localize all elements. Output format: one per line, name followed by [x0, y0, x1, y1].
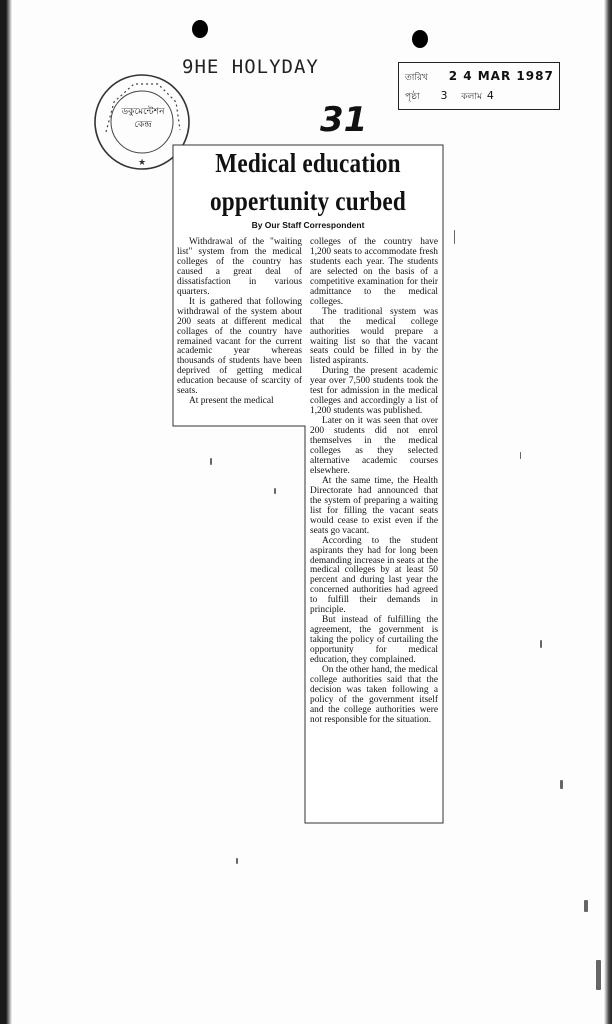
headline-line-2: oppertunity curbed — [210, 186, 406, 216]
punch-hole-left — [192, 20, 208, 38]
seal-center-line1: ডকুমেন্টেশন — [121, 107, 165, 117]
article-paragraph: At present the medical — [189, 396, 274, 407]
scan-speck — [560, 780, 563, 789]
article-paragraph: Withdrawal of the "waiting list" system from the medical colleges of the country has caused a great deal of dissatisfaction in various quarters. — [177, 237, 302, 297]
scan-speck — [596, 960, 601, 990]
scan-right-edge — [604, 0, 612, 1024]
scan-speck — [540, 640, 542, 648]
article-paragraph: At the same time, the Health Directorate had announced that the system of preparing a waiting list for filling the vacant seats would cease to exist even if the seats go vacant. — [310, 475, 438, 536]
svg-text:★: ★ — [137, 157, 147, 167]
scan-speck — [210, 458, 212, 465]
article-paragraph: Later on it was seen that over 200 students did not enrol themselves in the medical colleges as they selected alternative academic courses elsewhere. — [310, 416, 438, 476]
newspaper-clipping — [172, 144, 444, 824]
scan-speck — [520, 452, 521, 459]
article-paragraph: According to the student aspirants they had for long been demanding increase in seats at the medical colleges by at least 50 percent and during last year the concerned authorities had agreed to fulfill their demands in principle. — [310, 535, 438, 616]
page-row — [405, 89, 495, 104]
article-right-column — [310, 238, 438, 726]
article-paragraph: On the other hand, the medical college authorities said that the decision was taken following a policy of the government itself and the college authorities were not responsible for the situation. — [310, 664, 438, 725]
article-paragraph: The traditional system was that the medical college authorities would prepare a waiting list so that the vacant seats could be filled in by the listed aspirants. — [310, 306, 438, 367]
punch-hole-right — [412, 30, 428, 48]
article-paragraph: It is gathered that following withdrawal of the system about 200 seats at different medical collages of the country have remained vacant for the current academic year whereas thousands of students have been deprived of getting medical education because of scarcity of seats. — [177, 296, 302, 397]
article-headline — [194, 144, 421, 220]
article-left-column — [177, 238, 302, 407]
scan-left-edge — [0, 0, 12, 1024]
date-label: তারিখ — [405, 73, 428, 83]
scan-speck — [236, 858, 238, 864]
scan-speck — [274, 488, 276, 494]
seal-center-text — [112, 106, 174, 132]
date-row — [405, 69, 554, 85]
page-value: 3 — [440, 89, 449, 102]
clipping-number: 31 — [320, 100, 368, 140]
date-stamp-box — [398, 62, 560, 110]
scan-speck — [454, 230, 455, 244]
column-value: 4 — [486, 89, 495, 102]
handwritten-source: 9HE HOLYDAY — [182, 56, 319, 78]
article-byline: By Our Staff Correspondent — [251, 220, 365, 230]
headline-line-1: Medical education — [215, 148, 401, 178]
date-value: 2 4 MAR 1987 — [448, 69, 554, 83]
article-paragraph: During the present academic year over 7,500 students took the test for admission in the medical colleges and accordingly a list of 1,200 students was published. — [310, 366, 438, 417]
seal-center-line2: কেন্দ্র — [134, 120, 152, 130]
column-label: কলাম — [461, 92, 482, 102]
scan-speck — [584, 900, 588, 912]
article-paragraph: But instead of fulfilling the agreement, the government is taking the policy of curtailing the opportunity for medical education, they complained. — [310, 615, 438, 666]
article-paragraph: colleges of the country have 1,200 seats to accommodate fresh students each year. The students are selected on the basis of a competitive examination for their admittance to the medical colleges. — [310, 237, 438, 307]
page-label: পৃষ্ঠা — [405, 92, 420, 102]
